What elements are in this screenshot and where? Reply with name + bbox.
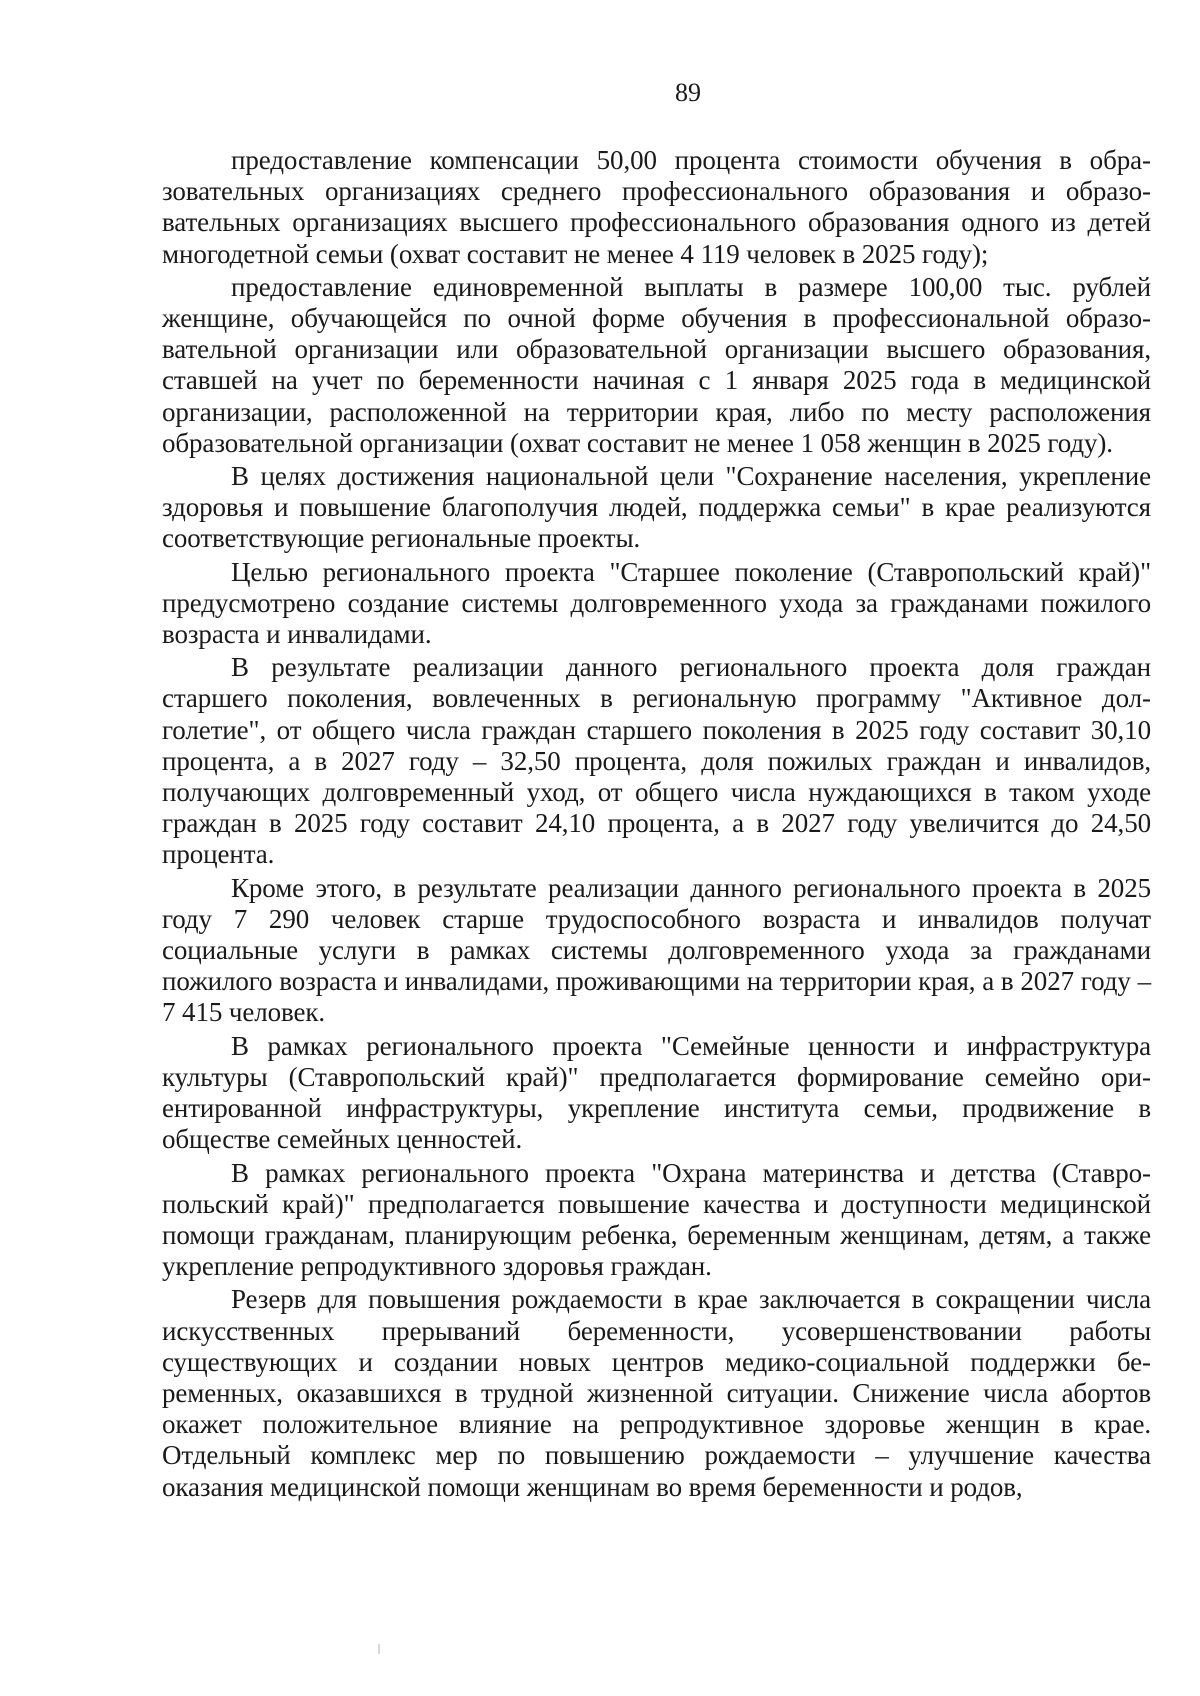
paragraph-birth-rate-reserve: Резерв для повышения рождаемости в крае заключается в сокращении числа искусственных прерываний беременности, усовершенствовании работы существующих и создании новых центров медико-социальной поддержки беременных, оказавшихся в трудной жизненной ситуации. Снижение числа абортов окажет положительное влияние на репродуктивное здоровье женщин в крае. Отдельный комплекс мер по повышению рождаемости – улучшение качества оказания медицинской помощи женщинам во время беременности и родов,	[162, 1284, 1151, 1502]
paragraph-lump-sum-payment: предоставление единовременной выплаты в размере 100,00 тыс. рублей женщине, обучающейся по очной форме обучения в профессиональной образовательной организации или образовательной организации высшего образования, ставшей на учет по беременности начиная с 1 января 2025 года в медицинской организации, расположенной на территории края, либо по месту расположения образовательной организации (охват составит не менее 1 058 женщин в 2025 году).	[162, 271, 1151, 458]
paragraph-social-services: Кроме этого, в результате реализации данного регионального проекта в 2025 году 7 290 человек старше трудоспособного возраста и инвалидов получат социальные услуги в рамках системы долговременного ухода за гражданами пожилого возраста и инвалидами, проживающими на территории края, а в 2027 году – 7 415 человек.	[162, 872, 1151, 1028]
paragraph-national-goal: В целях достижения национальной цели "Сохранение населения, укрепление здоровья и повышение благополучия людей, поддержка семьи" в крае реализуются соответствующие региональные проекты.	[162, 461, 1151, 554]
page-number: 89	[675, 78, 701, 107]
paragraph-maternity-childhood-project: В рамках регионального проекта "Охрана материнства и детства (Ставропольский край)" предполагается повышение качества и доступности медицинской помощи гражданам, планирующим ребенка, беременным женщинам, детям, а также укрепление репродуктивного здоровья граждан.	[162, 1157, 1151, 1282]
scan-speck	[378, 1644, 380, 1654]
paragraph-older-generation-project: Целью регионального проекта "Старшее поколение (Ставропольский край)" предусмотрено создание системы долговременного ухода за гражданами пожилого возраста и инвалидами.	[162, 556, 1151, 650]
paragraph-family-values-project: В рамках регионального проекта "Семейные ценности и инфраструктура культуры (Ставропольский край)" предполагается формирование семейно ориентированной инфраструктуры, укрепление института семьи, продвижение в обществе семейных ценностей.	[162, 1030, 1151, 1155]
paragraph-compensation-education: предоставление компенсации 50,00 процента стоимости обучения в образовательных организациях среднего профессионального образования и образовательных организациях высшего профессионального образования одного из детей многодетной семьи (охват составит не менее 4 119 человек в 2025 году);	[162, 145, 1151, 269]
document-body	[162, 145, 1151, 1503]
paragraph-project-results: В результате реализации данного регионального проекта доля граждан старшего поколения, вовлеченных в региональную программу "Активное долголетие", от общего числа граждан старшего поколения в 2025 году составит 30,10 процента, а в 2027 году – 32,50 процента, доля пожилых граждан и инвалидов, получающих долговременный уход, от общего числа нуждающихся в таком уходе граждан в 2025 году составит 24,10 процента, а в 2027 году увеличится до 24,50 процента.	[162, 652, 1151, 870]
